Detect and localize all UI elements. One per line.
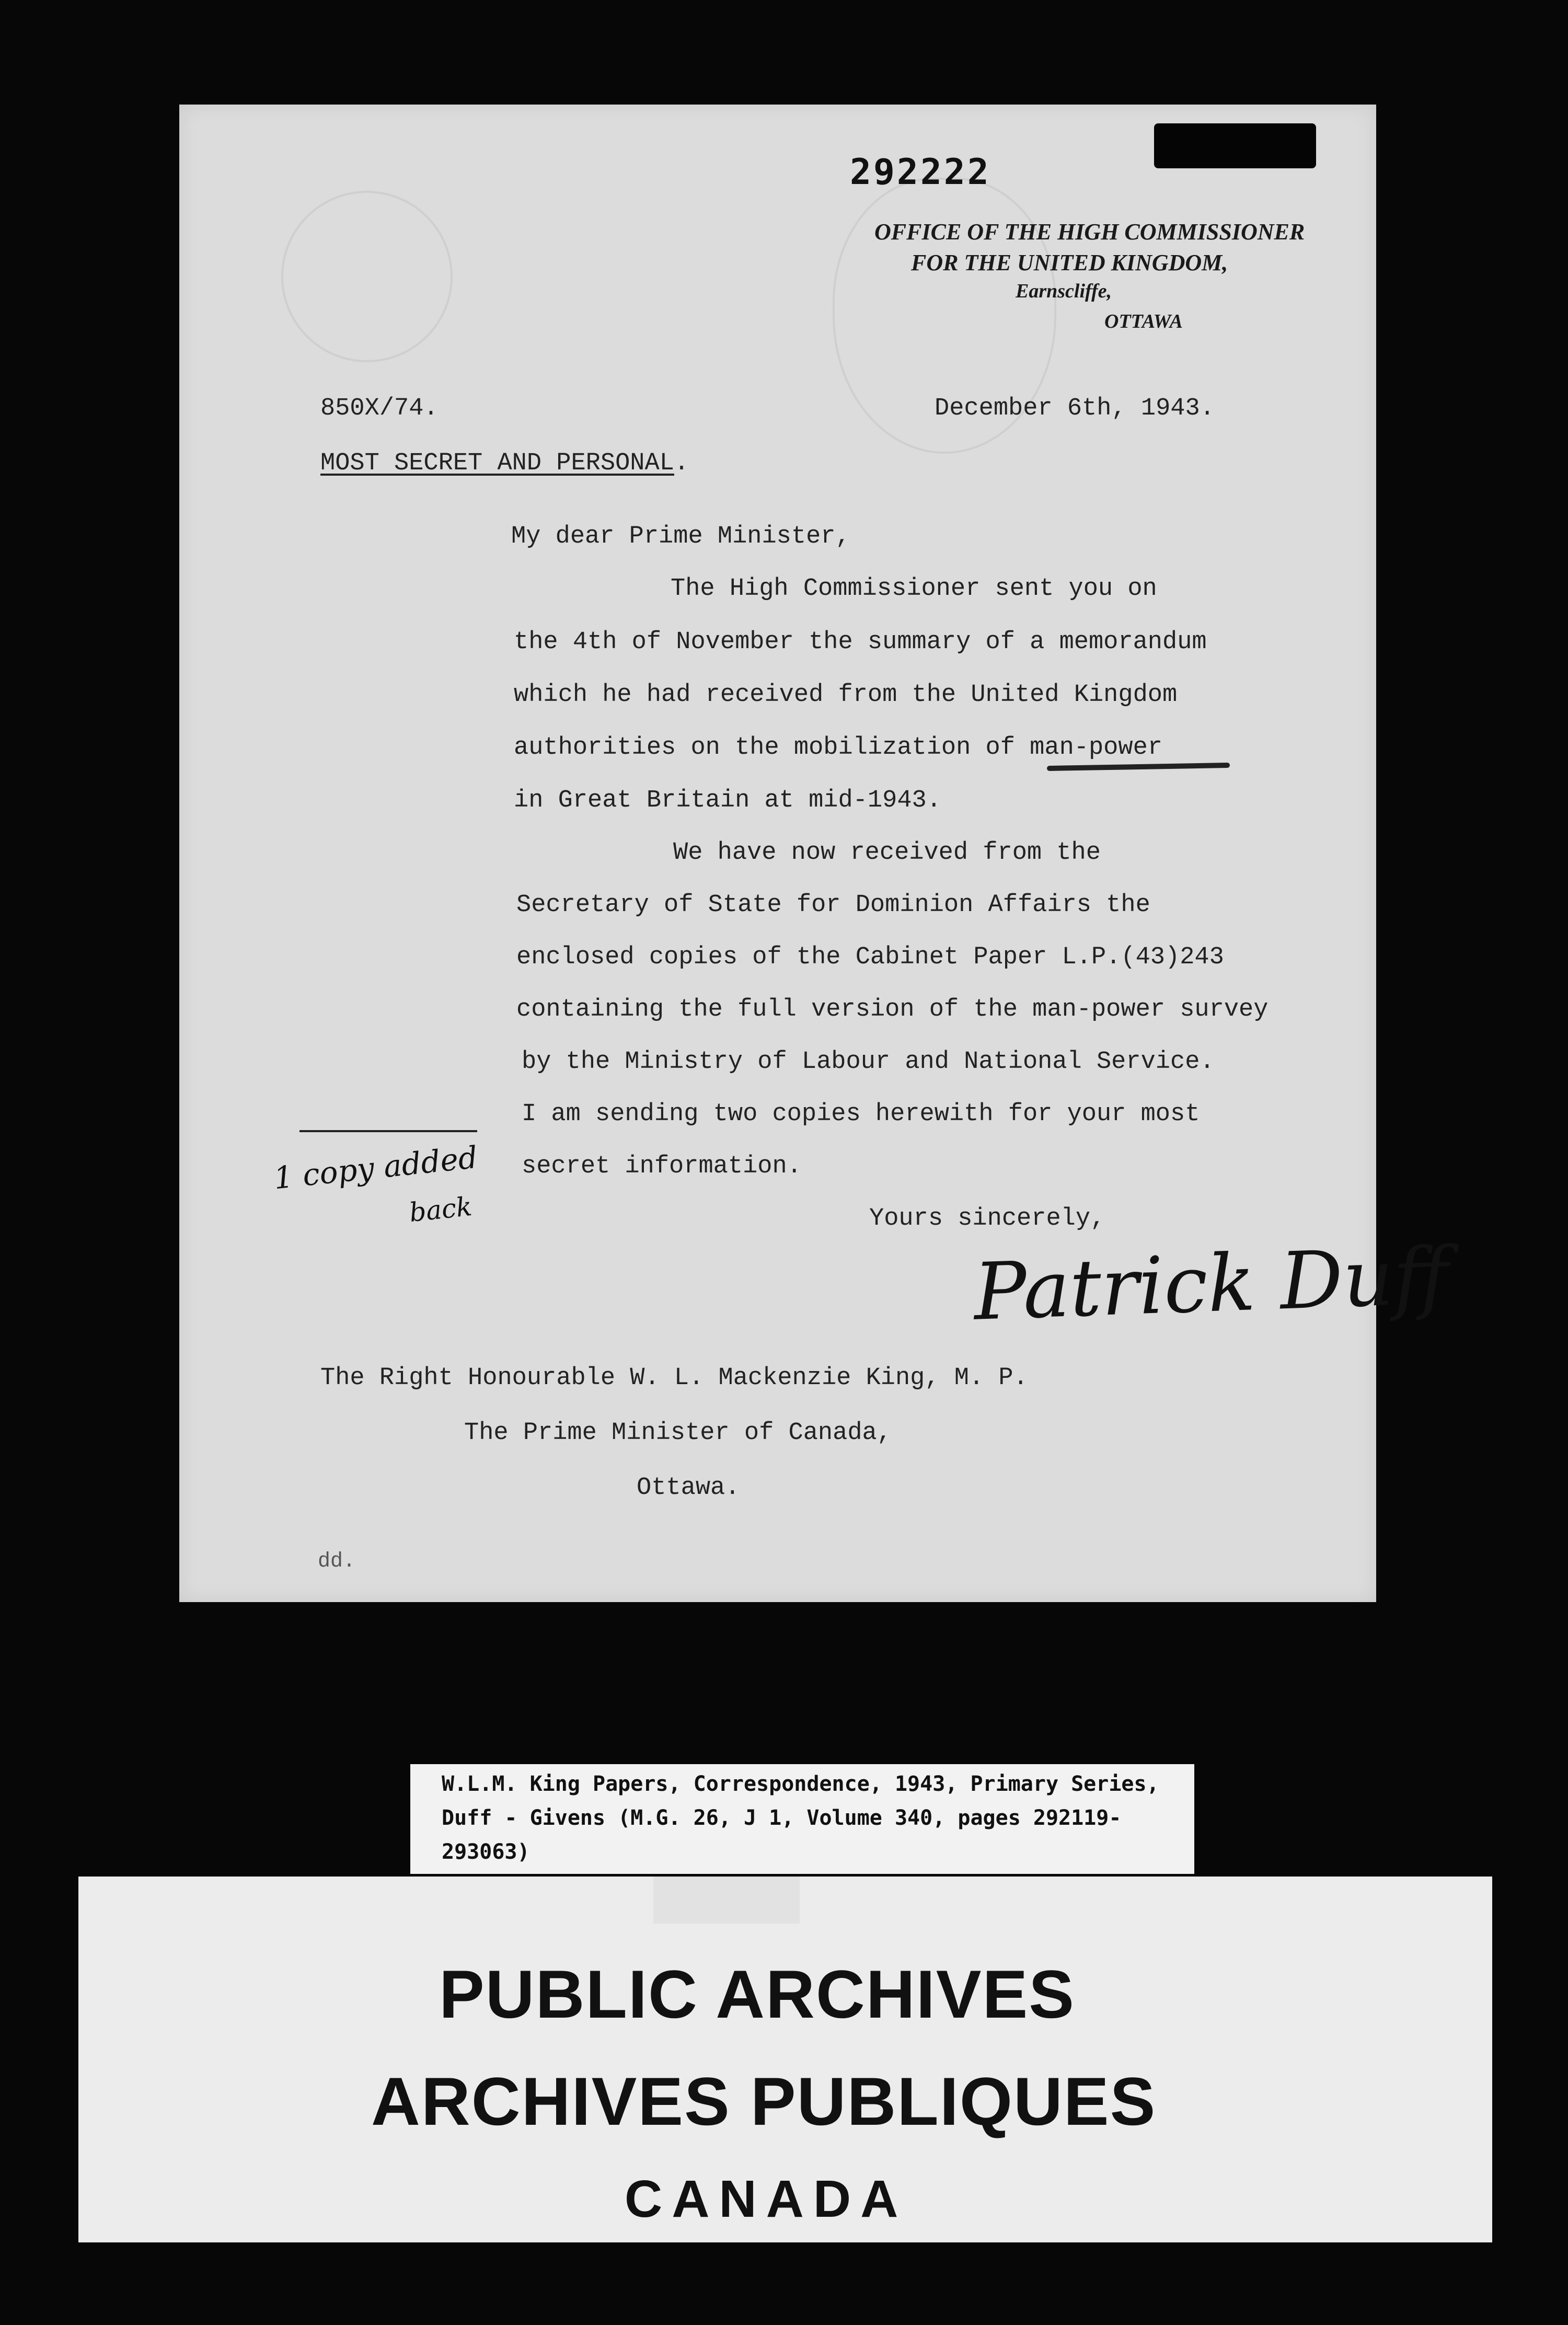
body-line: The High Commissioner sent you on bbox=[671, 575, 1157, 603]
embossed-seal bbox=[281, 191, 453, 362]
body-line: Secretary of State for Dominion Affairs the bbox=[516, 891, 1150, 919]
reference-number: 850X/74. bbox=[320, 395, 439, 422]
page-stamp-number: 292222 bbox=[850, 152, 991, 193]
citation-line-3: 293063) bbox=[442, 1840, 530, 1864]
archives-banner bbox=[78, 1877, 1492, 2242]
redaction-box bbox=[1154, 123, 1316, 168]
address-line-2: The Prime Minister of Canada, bbox=[464, 1419, 892, 1447]
margin-note-line-2: back bbox=[408, 1191, 474, 1228]
body-line: the 4th of November the summary of a memorandum bbox=[514, 628, 1207, 656]
body-line: authorities on the mobilization of man-power bbox=[514, 734, 1163, 762]
banner-line-3: CANADA bbox=[625, 2170, 908, 2228]
banner-line-2: ARCHIVES PUBLIQUES bbox=[371, 2063, 1157, 2139]
citation-line-1: W.L.M. King Papers, Correspondence, 1943, Primary Series, bbox=[442, 1772, 1159, 1796]
body-line: in Great Britain at mid-1943. bbox=[514, 787, 941, 814]
body-line: I am sending two copies herewith for your most bbox=[522, 1100, 1200, 1128]
margin-note-line-1: 1 copy added bbox=[272, 1139, 479, 1196]
office-line-3: Earnscliffe, bbox=[1016, 280, 1112, 302]
salutation: My dear Prime Minister, bbox=[511, 523, 850, 550]
banner-line-1: PUBLIC ARCHIVES bbox=[439, 1956, 1075, 2032]
address-line-1: The Right Honourable W. L. Mackenzie King, M. P. bbox=[320, 1364, 1028, 1392]
citation-label bbox=[410, 1764, 1194, 1874]
body-line: secret information. bbox=[522, 1153, 802, 1180]
classification-heading bbox=[320, 450, 689, 477]
closing: Yours sincerely, bbox=[869, 1205, 1105, 1233]
body-line: containing the full version of the man-power survey bbox=[516, 996, 1269, 1023]
address-line-3: Ottawa. bbox=[637, 1474, 740, 1502]
body-line: by the Ministry of Labour and National Service. bbox=[522, 1048, 1215, 1076]
label-tab bbox=[653, 1877, 800, 1924]
body-line: enclosed copies of the Cabinet Paper L.P.(43)243 bbox=[516, 943, 1224, 971]
signature: Patrick Duff bbox=[972, 1230, 1451, 1338]
body-line: which he had received from the United Kingdom bbox=[514, 681, 1178, 709]
letter-page bbox=[179, 105, 1451, 1602]
margin-rule bbox=[299, 1130, 477, 1132]
office-line-2: FOR THE UNITED KINGDOM, bbox=[911, 250, 1228, 275]
body-line: We have now received from the bbox=[673, 839, 1101, 867]
handwritten-underline bbox=[1047, 763, 1230, 771]
classification-text: MOST SECRET AND PERSONAL bbox=[320, 450, 674, 477]
office-line-4: OTTAWA bbox=[1104, 310, 1183, 332]
classification-period: . bbox=[674, 450, 689, 477]
office-line-1: OFFICE OF THE HIGH COMMISSIONER bbox=[874, 219, 1305, 245]
citation-line-2: Duff - Givens (M.G. 26, J 1, Volume 340, pages 292119- bbox=[442, 1806, 1122, 1830]
typist-initials: dd. bbox=[318, 1550, 356, 1573]
letter-date: December 6th, 1943. bbox=[935, 395, 1215, 422]
